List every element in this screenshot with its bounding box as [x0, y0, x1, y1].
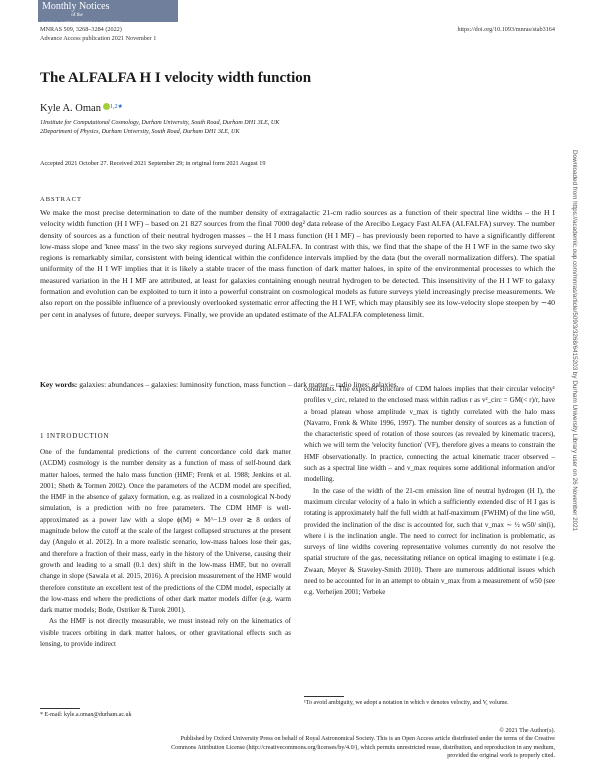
- intro-paragraph-4: In the case of the width of the 21-cm emission line of neutral hydrogen (H I), the maximum circular velocity of a halo in which a sufficiently extended disc of H I gas is rotating is approximately half the full width at half-maximum (FWHM) of the line w50, provided the inclination of the disc is accounted for, such that v_max ∼ ½ w50/ sin(i), where i is the inclination angle. The need to correct for inclination is problematic, as surveys of line widths covering representative volumes currently do not resolve the spatial structure of the gas, necessitating reliance on optical imaging to estimate i (e.g. Zwaan, Meyer & Staveley-Smith 2010). There are numerous additional issues which need to be accounted for in an attempt to obtain v_max from a measurement of w50 (see e.g. Verheijen 2001; Verbeke: [304, 486, 555, 597]
- column-2: [304, 384, 555, 599]
- footnote-rule-2: [304, 696, 344, 697]
- email-note: [40, 708, 132, 718]
- journal-banner: [38, 0, 178, 27]
- author-name: Kyle A. Oman: [40, 103, 101, 114]
- keywords-text: galaxies: abundances – galaxies: luminosity function, mass function – dark matter – radio lines: galaxies.: [79, 380, 399, 389]
- download-sidebar: [566, 150, 576, 765]
- section-heading: 1 INTRODUCTION: [40, 432, 110, 440]
- footnote: [304, 696, 555, 706]
- intro-paragraph-1: One of the fundamental predictions of the current concordance cold dark matter (ΛCDM) cosmology is the number density as a function of mass of self-bound dark matter haloes, termed the halo mass function (HMF; Frenk et al. 1988; Jenkins et al. 2001; Sheth & Tormen 2002). Once the parameters of the ΛCDM model are specified, the HMF in the absence of galaxy formation, e.g. as realized in a cosmological N-body simulation, is a prediction with no free parameters. The CDM HMF is well-approximated as a power law with a slope ϕ(M) ∝ M^−1.9 over ≳ 8 orders of magnitude below the cutoff at the scale of the largest collapsed structures at the present day (Angulo et al. 2012). In a more realistic scenario, low-mass haloes lose their gas, and therefore a fraction of their mass, early in the history of the Universe, causing their growth and leading to a small (0.1 dex) shift in the low-mass HMF, but no overall change in slope (Sawala et al. 2015, 2016). A precision measurement of the HMF would therefore constitute an excellent test of the predictions of the CDM model, especially at the low-mass end where the predictions of other dark matter models differ (e.g. warm dark matter models; Bode, Ostriker & Turok 2001).: [40, 448, 291, 615]
- affiliation-2: 2Department of Physics, Durham University, South Road, Durham DH1 3LE, UK: [40, 129, 240, 135]
- footnote-rule: [40, 708, 80, 709]
- abstract-heading: ABSTRACT: [40, 196, 82, 203]
- keywords-label: Key words:: [40, 380, 78, 389]
- paper-title: The ALFALFA H I velocity width function: [40, 70, 312, 86]
- footnote-text: ¹To avoid ambiguity, we adopt a notation in which v denotes velocity, and V, volume.: [304, 700, 509, 706]
- copyright: © 2021 The Author(s).: [499, 728, 555, 734]
- banner-title: Monthly Notices: [42, 1, 110, 12]
- license-line-3: provided the original work is properly cited.: [447, 753, 555, 760]
- orcid-icon[interactable]: [103, 103, 110, 110]
- advance-access: Advance Access publication 2021 November 1: [40, 35, 157, 42]
- citation: MNRAS 509, 3268–3284 (2022): [40, 26, 122, 33]
- affiliation-1: 1Institute for Computational Cosmology, Durham University, South Road, Durham DH1 3LE, UK: [40, 120, 280, 126]
- download-note: Downloaded from https://academic.oup.com/mnras/article/509/3/3268/6415203 by Durham University Library user on 26 November 2021: [571, 150, 578, 532]
- banner-of: of the: [71, 13, 83, 18]
- doi-link[interactable]: https://doi.org/10.1093/mnras/stab3164: [457, 26, 555, 33]
- license-line-1: Published by Oxford University Press on behalf of Royal Astronomical Society. This is an Open Access article distributed under the terms of the Creative: [180, 736, 555, 743]
- intro-paragraph-2: As the HMF is not directly measurable, we must instead rely on the kinematics of visible tracers orbiting in dark matter haloes, or other gravitational effects such as lensing, to provide indirect: [40, 617, 291, 649]
- column-1: [40, 447, 291, 650]
- intro-paragraph-3: constraints. The expected structure of CDM haloes implies that their circular velocity¹ profiles v_circ, related to the enclosed mass within radius r as v²_circ = GM(< r)/r, have a broad plateau whose amplitude v_max is tightly correlated with the halo mass (Navarro, Frenk & White 1996, 1997). The number density of sources as a function of the characteristic speed of rotation of those sources (as revealed by kinematic tracers), which we will term the 'velocity function' (VF), therefore gives a means to constrain the HMF observationally. In practice, connecting the actual kinematic tracer observed – such as a spectral line width – and v_max requires some additional information and/or modelling.: [304, 385, 555, 484]
- dates: Accepted 2021 October 27. Received 2021 September 29; in original form 2021 August 19: [40, 160, 266, 167]
- banner-society: ROYAL ASTRONOMICAL SOCIETY: [42, 22, 122, 27]
- license-footer: [40, 727, 555, 761]
- license-line-2: Commons Attribution License (http://creativecommons.org/licenses/by/4.0/), which permits unrestricted reuse, distribution, and reproduction in any medium,: [171, 744, 555, 751]
- abstract-text: We make the most precise determination to date of the number density of extragalactic 21-cm radio sources as a function of their spectral line widths – the H I velocity width function (H I WF) – based on 21 827 sources from the final 7000 deg² data release of the Arecibo Legacy Fast ALFA (ALFALFA) survey. The number density of sources as a function of their neutral hydrogen masses – the H I mass function (H I MF) – has previously been reported to have a significantly different low-mass slope and 'knee mass' in the two sky regions surveyed during ALFALFA. In contrast with this, we find that the shape of the H I WF in the same two sky regions is remarkably similar, consistent with being identical within the confidence intervals implied by the data (but the overall normalization differs). The spatial uniformity of the H I WF implies that it is likely a stable tracer of the mass function of dark matter haloes, in spite of the environmental processes to which the measured variation in the H I MF are attributed, at least for galaxies containing enough neutral hydrogen to be detected. This insensitivity of the H I WF to galaxy formation and evolution can be exploited to turn it into a powerful constraint on cosmological models as future surveys yield increasingly precise measurements. We also report on the possible influence of a previously overlooked systematic error affecting the H I WF, which may plausibly see its low-velocity slope steepen by ∼40 per cent in analyses of future, deeper surveys. Finally, we provide an updated estimate of the ALFALFA completeness limit.: [40, 208, 555, 319]
- author-marks: 1,2★: [109, 104, 123, 110]
- author-line: [40, 103, 123, 114]
- author-email[interactable]: * E-mail: kyle.a.oman@durham.ac.uk: [40, 712, 132, 718]
